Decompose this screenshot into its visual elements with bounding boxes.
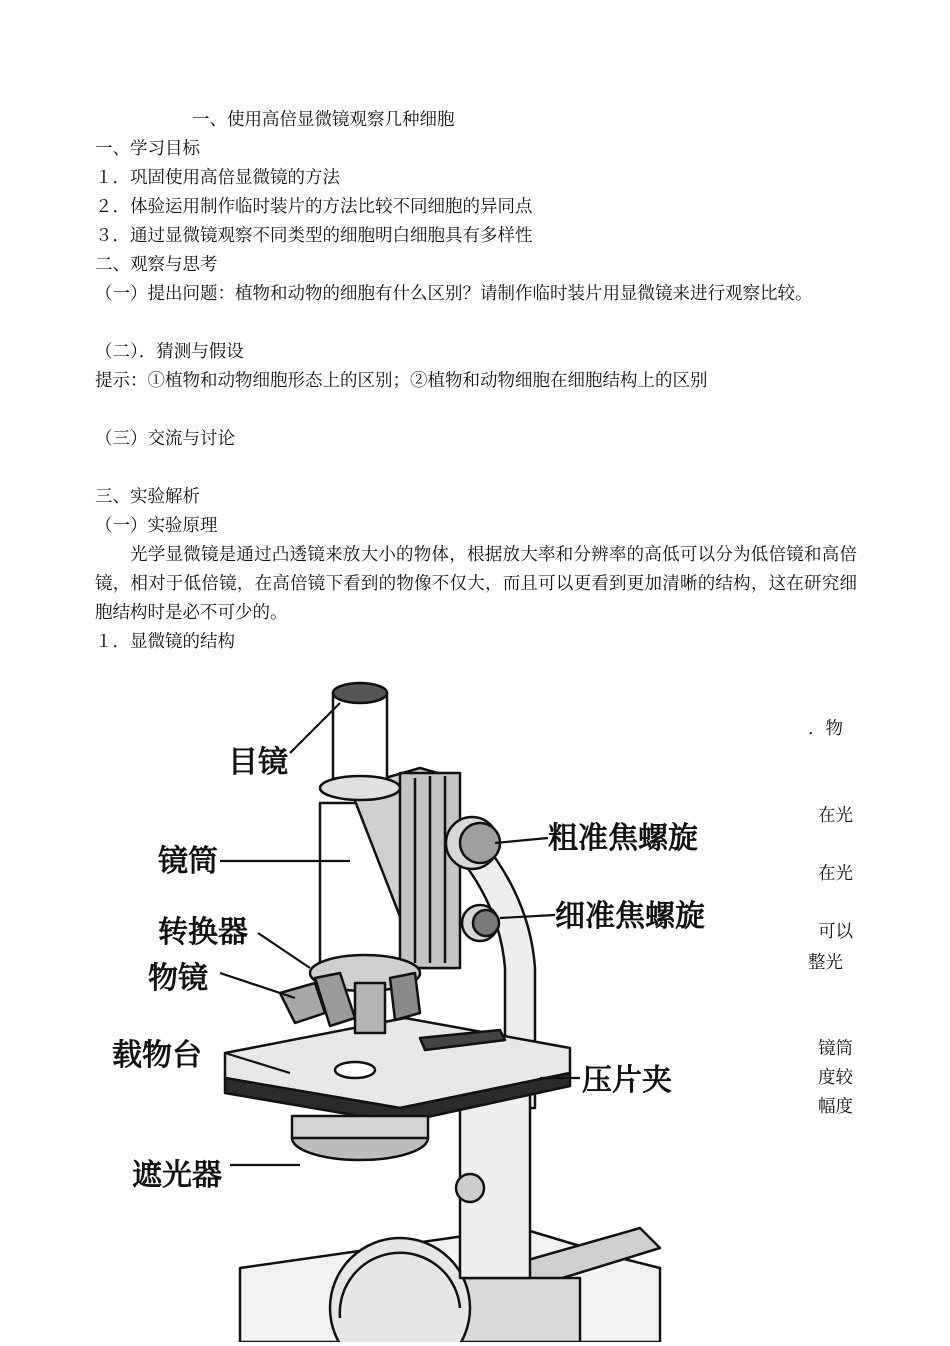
hint-text: 提示：①植物和动物细胞形态上的区别；②植物和动物细胞在细胞结构上的区别 <box>95 371 708 391</box>
right-text-fragment: 度较 <box>818 1068 853 1088</box>
label-tube: 镜筒 <box>158 844 218 879</box>
right-text-fragment: 在光 <box>818 864 853 884</box>
principle-heading: （一）实验原理 <box>95 516 218 536</box>
section-heading-analysis: 三、实验解析 <box>95 487 200 507</box>
right-text-fragment: 幅度 <box>818 1097 853 1117</box>
structure-heading: １．显微镜的结构 <box>95 632 235 652</box>
goal-item-2: ２．体验运用制作临时装片的方法比较不同细胞的异同点 <box>95 197 533 217</box>
question-paragraph: （一）提出问题：植物和动物的细胞有什么区别？请制作临时装片用显微镜来进行观察比较。 <box>95 284 813 304</box>
section-heading-observe: 二、观察与思考 <box>95 255 218 275</box>
section-heading-goals: 一、学习目标 <box>95 139 200 159</box>
microscope-figure <box>100 668 800 1342</box>
label-objective: 物镜 <box>148 961 208 996</box>
principle-paragraph: 光学显微镜是通过凸透镜来放大小的物体，根据放大率和分辨率的高低可以分为低倍镜和高倍镜，相对于低倍镜，在高倍镜下看到的物像不仅大，而且可以更看到更加清晰的结构，这在研究细胞结构时是必不可少的。 <box>95 545 857 623</box>
label-stage-clip: 压片夹 <box>582 1063 672 1098</box>
label-eyepiece: 目镜 <box>228 745 288 780</box>
right-text-fragment: 镜筒 <box>818 1039 853 1059</box>
label-nosepiece: 转换器 <box>158 915 248 950</box>
label-diaphragm: 遮光器 <box>132 1158 222 1193</box>
microscope-diagram <box>100 668 800 1342</box>
label-stage: 载物台 <box>112 1038 202 1073</box>
goal-item-3: ３．通过显微镜观察不同类型的细胞明白细胞具有多样性 <box>95 226 533 246</box>
label-fine-focus: 细准焦螺旋 <box>555 899 705 934</box>
document-title: 一、使用高倍显微镜观察几种细胞 <box>192 110 455 130</box>
discussion-heading: （三）交流与讨论 <box>95 429 235 449</box>
right-text-fragment: 整光 <box>808 953 843 973</box>
right-text-fragment: 在光 <box>818 806 853 826</box>
right-text-fragment: 可以 <box>818 922 853 942</box>
hypothesis-heading: （二）．猜测与假设 <box>95 342 244 362</box>
right-text-fragment: ．物 <box>808 719 843 739</box>
label-coarse-focus: 粗准焦螺旋 <box>548 821 698 856</box>
goal-item-1: １．巩固使用高倍显微镜的方法 <box>95 168 340 188</box>
